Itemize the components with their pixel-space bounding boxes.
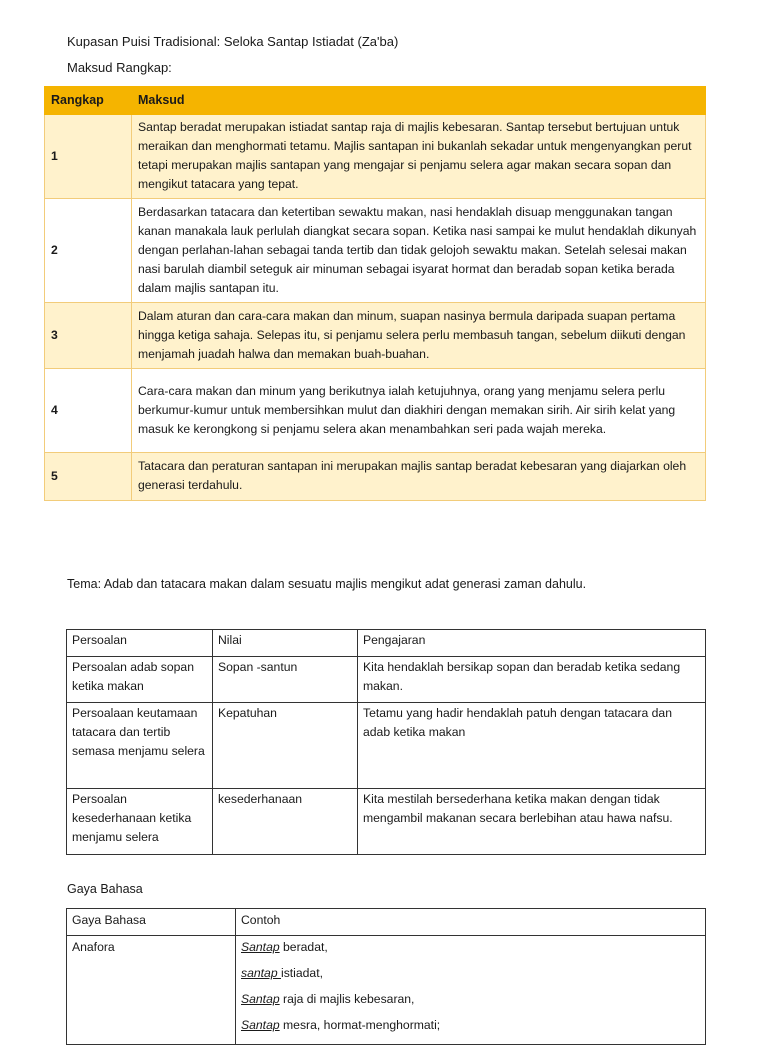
table-row <box>67 789 706 855</box>
rangkap-meaning: Tatacara dan peraturan santapan ini merupakan majlis santap beradat kebesaran yang diajarkan oleh generasi terdahulu. <box>132 453 706 501</box>
example-keyword: Santap <box>241 992 280 1006</box>
pengajaran-cell: Kita hendaklah bersikap sopan dan beradab ketika sedang makan. <box>358 657 706 703</box>
example-line <box>241 990 700 1016</box>
table-header-row <box>67 909 706 936</box>
rangkap-number: 4 <box>45 369 132 453</box>
column-header-nilai: Nilai <box>213 630 358 657</box>
example-rest: istiadat, <box>280 966 323 980</box>
column-header-contoh: Contoh <box>236 909 706 936</box>
example-line <box>241 938 700 964</box>
rangkap-number: 3 <box>45 303 132 369</box>
nilai-cell: Kepatuhan <box>213 703 358 789</box>
example-line <box>241 964 700 990</box>
rangkap-meaning: Dalam aturan dan cara-cara makan dan minum, suapan nasinya bermula daripada suapan pertama hingga ketiga sahaja. Selepas itu, si penjamu selera perlu membasuh tangan, sebelum diikuti dengan menjamah juadah halwa dan memakan buah-buahan. <box>132 303 706 369</box>
table-row <box>45 369 706 453</box>
section-heading-gaya-bahasa: Gaya Bahasa <box>67 882 143 896</box>
column-header-maksud: Maksud <box>132 87 706 115</box>
pengajaran-cell: Tetamu yang hadir hendaklah patuh dengan tatacara dan adab ketika makan <box>358 703 706 789</box>
rangkap-meaning: Berdasarkan tatacara dan ketertiban sewaktu makan, nasi hendaklah disuap menggunakan tangan kanan manakala lauk perlulah diangkat secara sopan. Ketika nasi sampai ke mulut hendaklah dikunyah dengan perlahan-lahan sebagai tanda tertib dan tidak gelojoh sewaktu makan. Setelah selesai makan nasi barulah diambil seteguk air minuman sebagai isyarat hormat dan beradab sopan ketika berada dalam majlis santapan itu. <box>132 199 706 303</box>
rangkap-number: 2 <box>45 199 132 303</box>
rangkap-meaning: Santap beradat merupakan istiadat santap raja di majlis kebesaran. Santap tersebut bertujuan untuk meraikan dan menghormati tetamu. Majlis santapan ini bukanlah sekadar untuk mengenyangkan perut tetapi merupakan majlis santapan yang mengajar si penjamu selera agar makan secara sopan dan mengikut tatacara yang tepat. <box>132 115 706 199</box>
pengajaran-cell: Kita mestilah bersederhana ketika makan dengan tidak mengambil makanan secara berlebihan atau hawa nafsu. <box>358 789 706 855</box>
gaya-bahasa-cell: Anafora <box>67 936 236 1045</box>
rangkap-number: 5 <box>45 453 132 501</box>
rangkap-meaning: Cara-cara makan dan minum yang berikutnya ialah ketujuhnya, orang yang menjamu selera perlu berkumur-kumur untuk membersihkan mulut dan diakhiri dengan memakan sirih. Air sirih kelat yang masuk ke kerongkong si penjamu selera akan menambahkan seri pada wajah mereka. <box>132 369 706 453</box>
table-row <box>45 303 706 369</box>
table-header-row <box>67 630 706 657</box>
example-rest: mesra, hormat-menghormati; <box>279 1018 441 1032</box>
table-row <box>67 703 706 789</box>
persoalan-cell: Persoalaan keutamaan tatacara dan tertib semasa menjamu selera <box>67 703 213 789</box>
persoalan-table <box>66 629 706 855</box>
example-keyword: santap <box>241 966 281 980</box>
table-header-row <box>45 87 706 115</box>
example-line <box>241 1016 700 1042</box>
tema-statement: Tema: Adab dan tatacara makan dalam sesuatu majlis mengikut adat generasi zaman dahulu. <box>67 577 587 591</box>
column-header-pengajaran: Pengajaran <box>358 630 706 657</box>
gaya-bahasa-table <box>66 908 706 1045</box>
example-keyword: Santap <box>241 1018 280 1032</box>
table-row <box>67 657 706 703</box>
table-row <box>45 199 706 303</box>
example-keyword: Santap <box>241 940 280 954</box>
example-rest: beradat, <box>279 940 328 954</box>
rangkap-number: 1 <box>45 115 132 199</box>
persoalan-cell: Persoalan kesederhanaan ketika menjamu selera <box>67 789 213 855</box>
contoh-cell <box>236 936 706 1045</box>
example-rest: raja di majlis kebesaran, <box>279 992 415 1006</box>
nilai-cell: kesederhanaan <box>213 789 358 855</box>
section-heading-maksud: Maksud Rangkap: <box>67 60 172 75</box>
column-header-persoalan: Persoalan <box>67 630 213 657</box>
maksud-rangkap-table <box>44 86 706 501</box>
table-row <box>45 453 706 501</box>
column-header-rangkap: Rangkap <box>45 87 132 115</box>
nilai-cell: Sopan -santun <box>213 657 358 703</box>
table-row <box>67 936 706 1045</box>
persoalan-cell: Persoalan adab sopan ketika makan <box>67 657 213 703</box>
column-header-gaya-bahasa: Gaya Bahasa <box>67 909 236 936</box>
table-row <box>45 115 706 199</box>
document-title: Kupasan Puisi Tradisional: Seloka Santap Istiadat (Za'ba) <box>67 34 399 49</box>
